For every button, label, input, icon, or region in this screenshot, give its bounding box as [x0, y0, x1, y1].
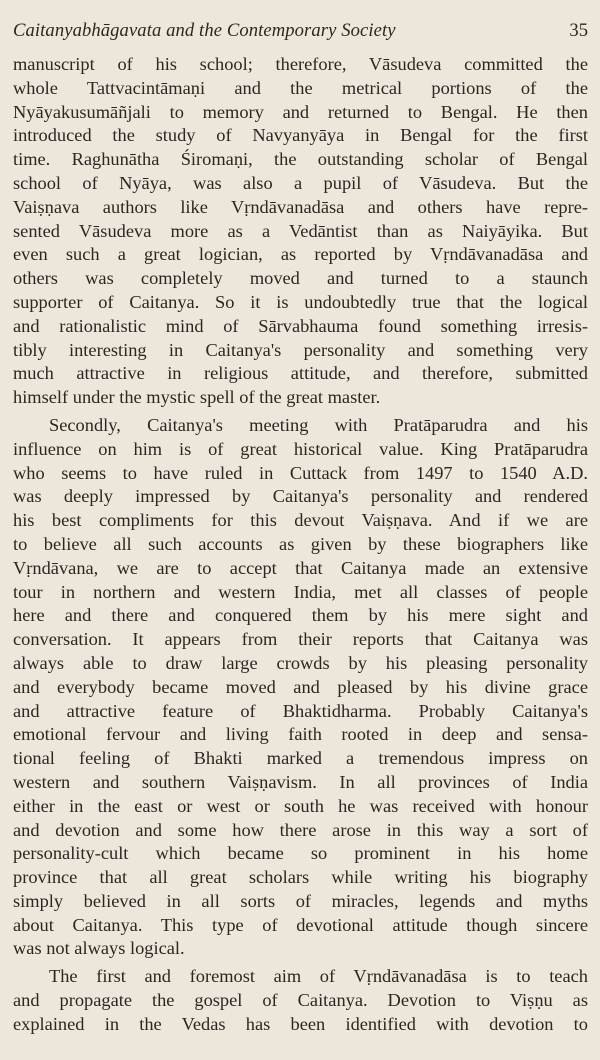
text-line: much attractive in religious attitude, and therefore, submitted	[13, 363, 588, 384]
text-line: whole Tattvacintāmaṇi and the metrical portions of the	[13, 77, 588, 98]
text-line: about Caitanya. This type of devotional attitude though sincere	[13, 914, 588, 935]
text-line: conversation. It appears from their reports that Caitanya was	[13, 629, 588, 650]
text-line: school of Nyāya, was also a pupil of Vāsudeva. But the	[13, 172, 588, 193]
text-line: sented Vāsudeva more as a Vedāntist than as Naiyāyika. But	[13, 220, 588, 241]
text-line: explained in the Vedas has been identified with devotion to	[13, 1013, 588, 1034]
text-line: province that all great scholars while writing his biography	[13, 867, 588, 888]
text-line: here and there and conquered them by his mere sight and	[13, 605, 588, 626]
text-line: The first and foremost aim of Vṛndāvanadāsa is to teach	[49, 966, 588, 987]
text-line: Secondly, Caitanya's meeting with Pratāparudra and his	[49, 414, 588, 435]
text-line: introduced the study of Navyanyāya in Bengal for the first	[13, 125, 588, 146]
text-line: and everybody became moved and pleased by his divine grace	[13, 676, 588, 697]
text-line: Vṛndāvana, we are to accept that Caitanya made an extensive	[13, 557, 588, 578]
text-line: Nyāyakusumāñjali to memory and returned to Bengal. He then	[13, 101, 588, 122]
text-line: and devotion and some how there arose in this way a sort of	[13, 819, 588, 840]
text-line: supporter of Caitanya. So it is undoubtedly true that the logical	[13, 291, 588, 312]
text-line: always able to draw large crowds by his pleasing personality	[13, 652, 588, 673]
paragraph	[13, 53, 588, 410]
text-line: personality-cult which became so prominent in his home	[13, 843, 588, 864]
text-line: influence on him is of great historical value. King Pratāparudra	[13, 438, 588, 459]
text-line: tour in northern and western India, met all classes of people	[13, 581, 588, 602]
text-line: others was completely moved and turned to a staunch	[13, 268, 588, 289]
page-number: 35	[569, 20, 588, 41]
text-line: tibly interesting in Caitanya's personality and something very	[13, 339, 588, 360]
paragraph	[13, 965, 588, 1036]
text-line: and propagate the gospel of Caitanya. Devotion to Viṣṇu as	[13, 990, 588, 1011]
text-line: simply believed in all sorts of miracles, legends and myths	[13, 890, 588, 911]
paragraph	[13, 414, 588, 961]
text-line: was not always logical.	[13, 938, 185, 959]
text-line: his best compliments for this devout Vaiṣṇava. And if we are	[13, 510, 588, 531]
running-header	[13, 18, 588, 44]
text-line: emotional fervour and living faith rooted in deep and sensa-	[13, 724, 588, 745]
text-line: time. Raghunātha Śiromaṇi, the outstanding scholar of Bengal	[13, 149, 588, 170]
text-line: western and southern Vaiṣṇavism. In all provinces of India	[13, 771, 588, 792]
text-line: even such a great logician, as reported by Vṛndāvanadāsa and	[13, 244, 588, 265]
body-text	[13, 53, 588, 1037]
text-line: to believe all such accounts as given by these biographers like	[13, 533, 588, 554]
text-line: who seems to have ruled in Cuttack from 1497 to 1540 A.D.	[13, 462, 588, 483]
text-line: and rationalistic mind of Sārvabhauma found something irresis-	[13, 315, 588, 336]
text-line: manuscript of his school; therefore, Vāsudeva committed the	[13, 54, 588, 74]
text-line: tional feeling of Bhakti marked a tremendous impress on	[13, 748, 588, 769]
running-head-title: Caitanyabhāgavata and the Contemporary Society	[13, 20, 396, 41]
text-line: either in the east or west or south he was received with honour	[13, 795, 588, 816]
text-line: was deeply impressed by Caitanya's personality and rendered	[13, 486, 588, 507]
text-line: Vaiṣṇava authors like Vṛndāvanadāsa and others have repre-	[13, 196, 588, 217]
text-line: himself under the mystic spell of the great master.	[13, 387, 381, 408]
text-line: and attractive feature of Bhaktidharma. Probably Caitanya's	[13, 700, 588, 721]
